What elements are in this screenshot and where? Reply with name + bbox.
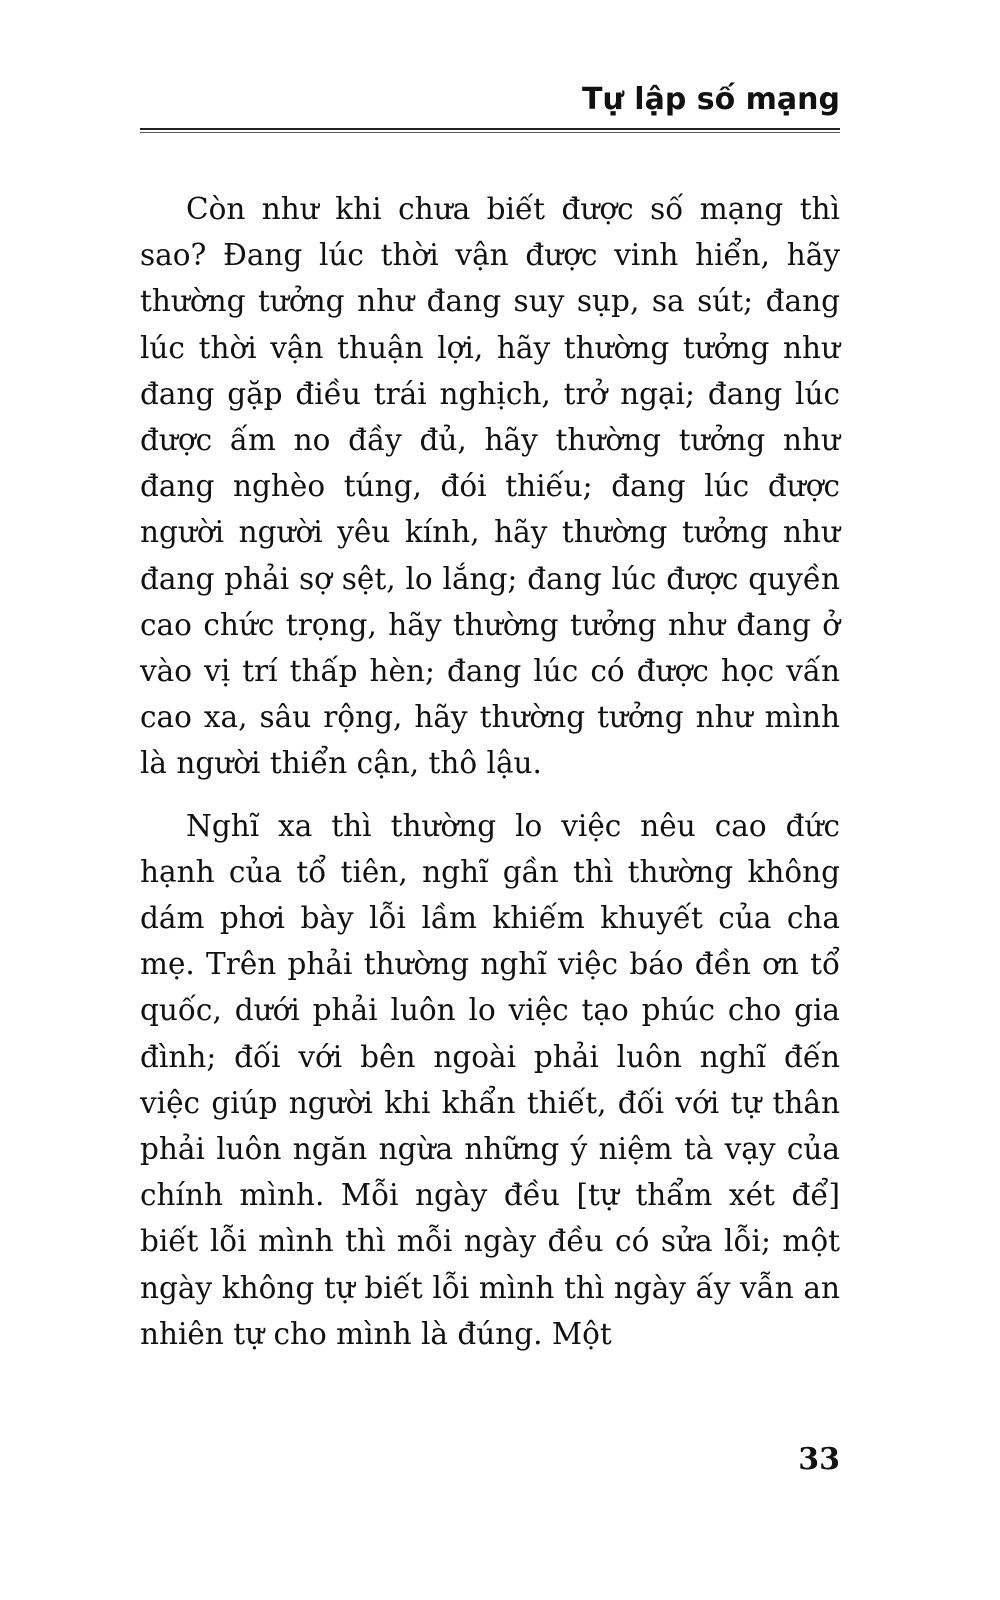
- paragraph-1: Còn như khi chưa biết được số mạng thì sao? Đang lúc thời vận được vinh hiển, hãy thường tưởng như đang suy sụp, sa sút; đang lúc thời vận thuận lợi, hãy thường tưởng như đang gặp điều trái nghịch, trở ngại; đang lúc được ấm no đầy đủ, hãy thường tưởng như đang nghèo túng, đói thiếu; đang lúc được người người yêu kính, hãy thường tưởng như đang phải sợ sệt, lo lắng; đang lúc được quyền cao chức trọng, hãy thường tưởng như đang ở vào vị trí thấp hèn; đang lúc có được học vấn cao xa, sâu rộng, hãy thường tưởng như mình là người thiển cận, thô lậu.: [140, 192, 840, 781]
- running-header-title: Tự lập số mạng: [582, 82, 840, 117]
- header-rule-secondary: [140, 132, 840, 133]
- header-rule: [140, 128, 840, 130]
- paragraph-2: Nghĩ xa thì thường lo việc nêu cao đức hạnh của tổ tiên, nghĩ gần thì thường không dám phơi bày lỗi lầm khiếm khuyết của cha mẹ. Trên phải thường nghĩ việc báo đền ơn tổ quốc, dưới phải luôn lo việc tạo phúc cho gia đình; đối với bên ngoài phải luôn nghĩ đến việc giúp người khi khẩn thiết, đối với tự thân phải luôn ngăn ngừa những ý niệm tà vạy của chính mình. Mỗi ngày đều [tự thẩm xét để] biết lỗi mình thì mỗi ngày đều có sửa lỗi; một ngày không tự biết lỗi mình thì ngày ấy vẫn an nhiên tự cho mình là đúng. Một: [140, 808, 840, 1351]
- body-text: [140, 186, 840, 1357]
- page-number: 33: [798, 1442, 840, 1477]
